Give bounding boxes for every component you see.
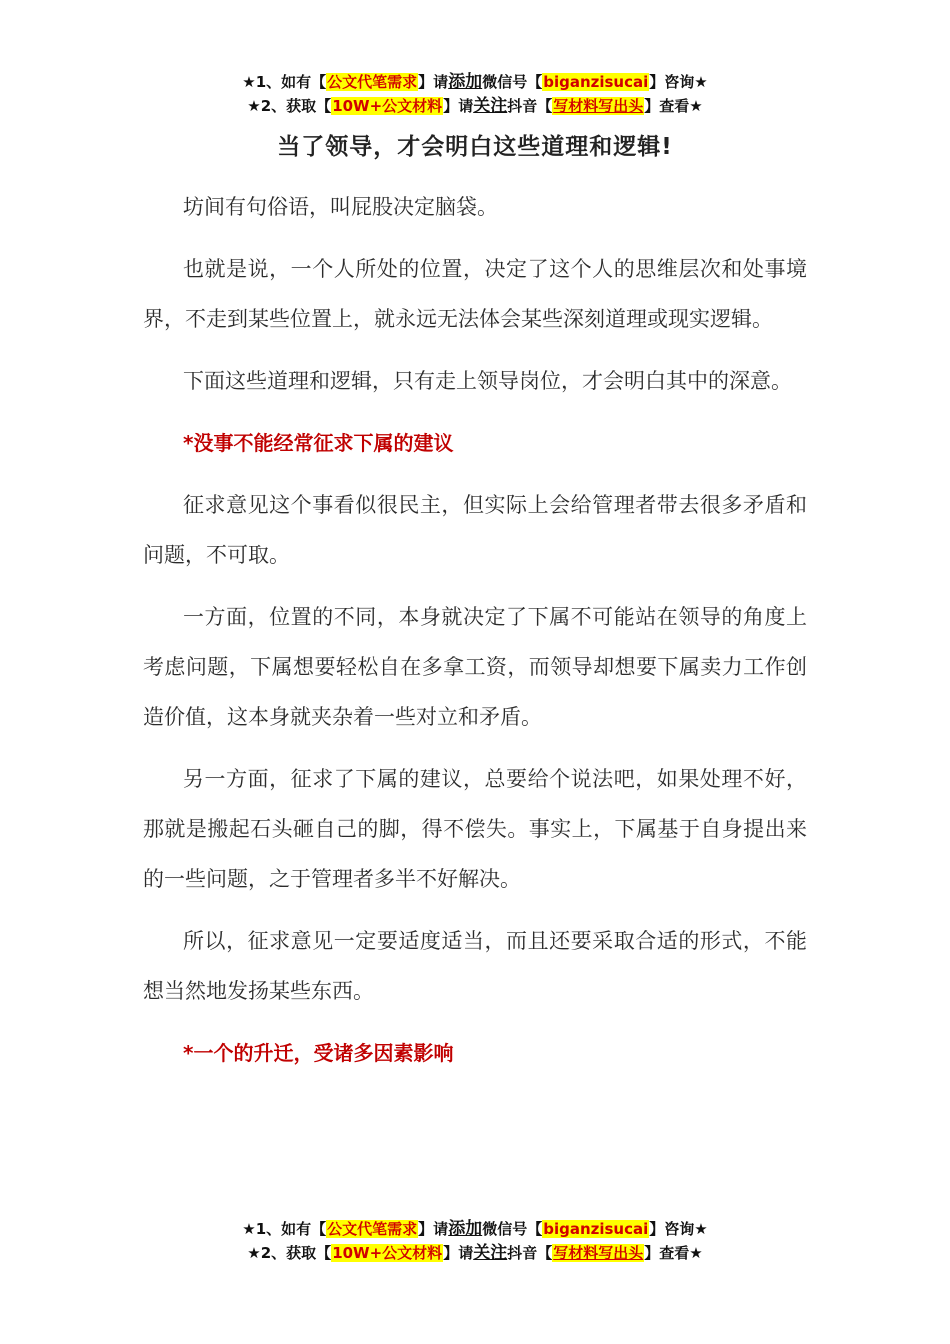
section-heading: *一个的升迁，受诸多因素影响 [183,1041,454,1065]
banner-text: 】查看★ [644,1244,703,1262]
banner-line-1 [0,70,950,94]
banner-text: 微信号【 [482,1220,543,1238]
banner-text: 】请 [443,1244,474,1262]
highlight-wechat-id: biganzisucai [543,1220,649,1238]
banner-text: 】咨询★ [649,1220,708,1238]
footer-banner [0,1217,950,1265]
banner-text: 抖音【 [507,97,553,115]
banner-text: ★1、如有【 [242,1220,327,1238]
banner-text: ★1、如有【 [242,73,327,91]
paragraph: 所以，征求意见一定要适度适当，而且还要采取合适的形式，不能想当然地发扬某些东西。 [143,929,807,1003]
article-title: 当了领导，才会明白这些道理和逻辑! [277,134,673,160]
paragraph: 也就是说，一个人所处的位置，决定了这个人的思维层次和处事境界，不走到某些位置上，就永远无法体会某些深刻道理或现实逻辑。 [143,257,807,331]
highlight-douyin: 写材料写出头 [553,97,644,115]
banner-text: ★2、获取【 [247,1244,332,1262]
banner-text: 】查看★ [644,97,703,115]
highlight-service: 公文代笔需求 [327,73,418,91]
section-heading: *没事不能经常征求下属的建议 [183,431,454,455]
banner-text: 】请 [418,1220,449,1238]
highlight-materials: 10W+公文材料 [332,1244,443,1262]
paragraph: 下面这些道理和逻辑，只有走上领导岗位，才会明白其中的深意。 [183,369,792,393]
banner-emphasis: 关注 [473,96,508,116]
banner-emphasis: 关注 [473,1243,508,1263]
highlight-wechat-id: biganzisucai [543,73,649,91]
paragraph: 一方面，位置的不同，本身就决定了下属不可能站在领导的角度上考虑问题，下属想要轻松自在多拿工资，而领导却想要下属卖力工作创造价值，这本身就夹杂着一些对立和矛盾。 [143,605,807,729]
banner-text: 】请 [443,97,474,115]
paragraph: 另一方面，征求了下属的建议，总要给个说法吧，如果处理不好，那就是搬起石头砸自己的脚，得不偿失。事实上，下属基于自身提出来的一些问题，之于管理者多半不好解决。 [143,767,807,891]
banner-text: 】请 [418,73,449,91]
banner-text: ★2、获取【 [247,97,332,115]
paragraph: 征求意见这个事看似很民主，但实际上会给管理者带去很多矛盾和问题，不可取。 [143,493,807,567]
highlight-materials: 10W+公文材料 [332,97,443,115]
banner-line-2 [0,1241,950,1265]
banner-emphasis: 添加 [448,72,483,92]
banner-line-1 [0,1217,950,1241]
highlight-service: 公文代笔需求 [327,1220,418,1238]
paragraph: 坊间有句俗语，叫屁股决定脑袋。 [183,195,498,219]
banner-text: 微信号【 [482,73,543,91]
banner-text: 抖音【 [507,1244,553,1262]
article-body [143,182,807,1090]
banner-emphasis: 添加 [448,1219,483,1239]
header-banner [0,70,950,118]
banner-text: 】咨询★ [649,73,708,91]
highlight-douyin: 写材料写出头 [553,1244,644,1262]
banner-line-2 [0,94,950,118]
